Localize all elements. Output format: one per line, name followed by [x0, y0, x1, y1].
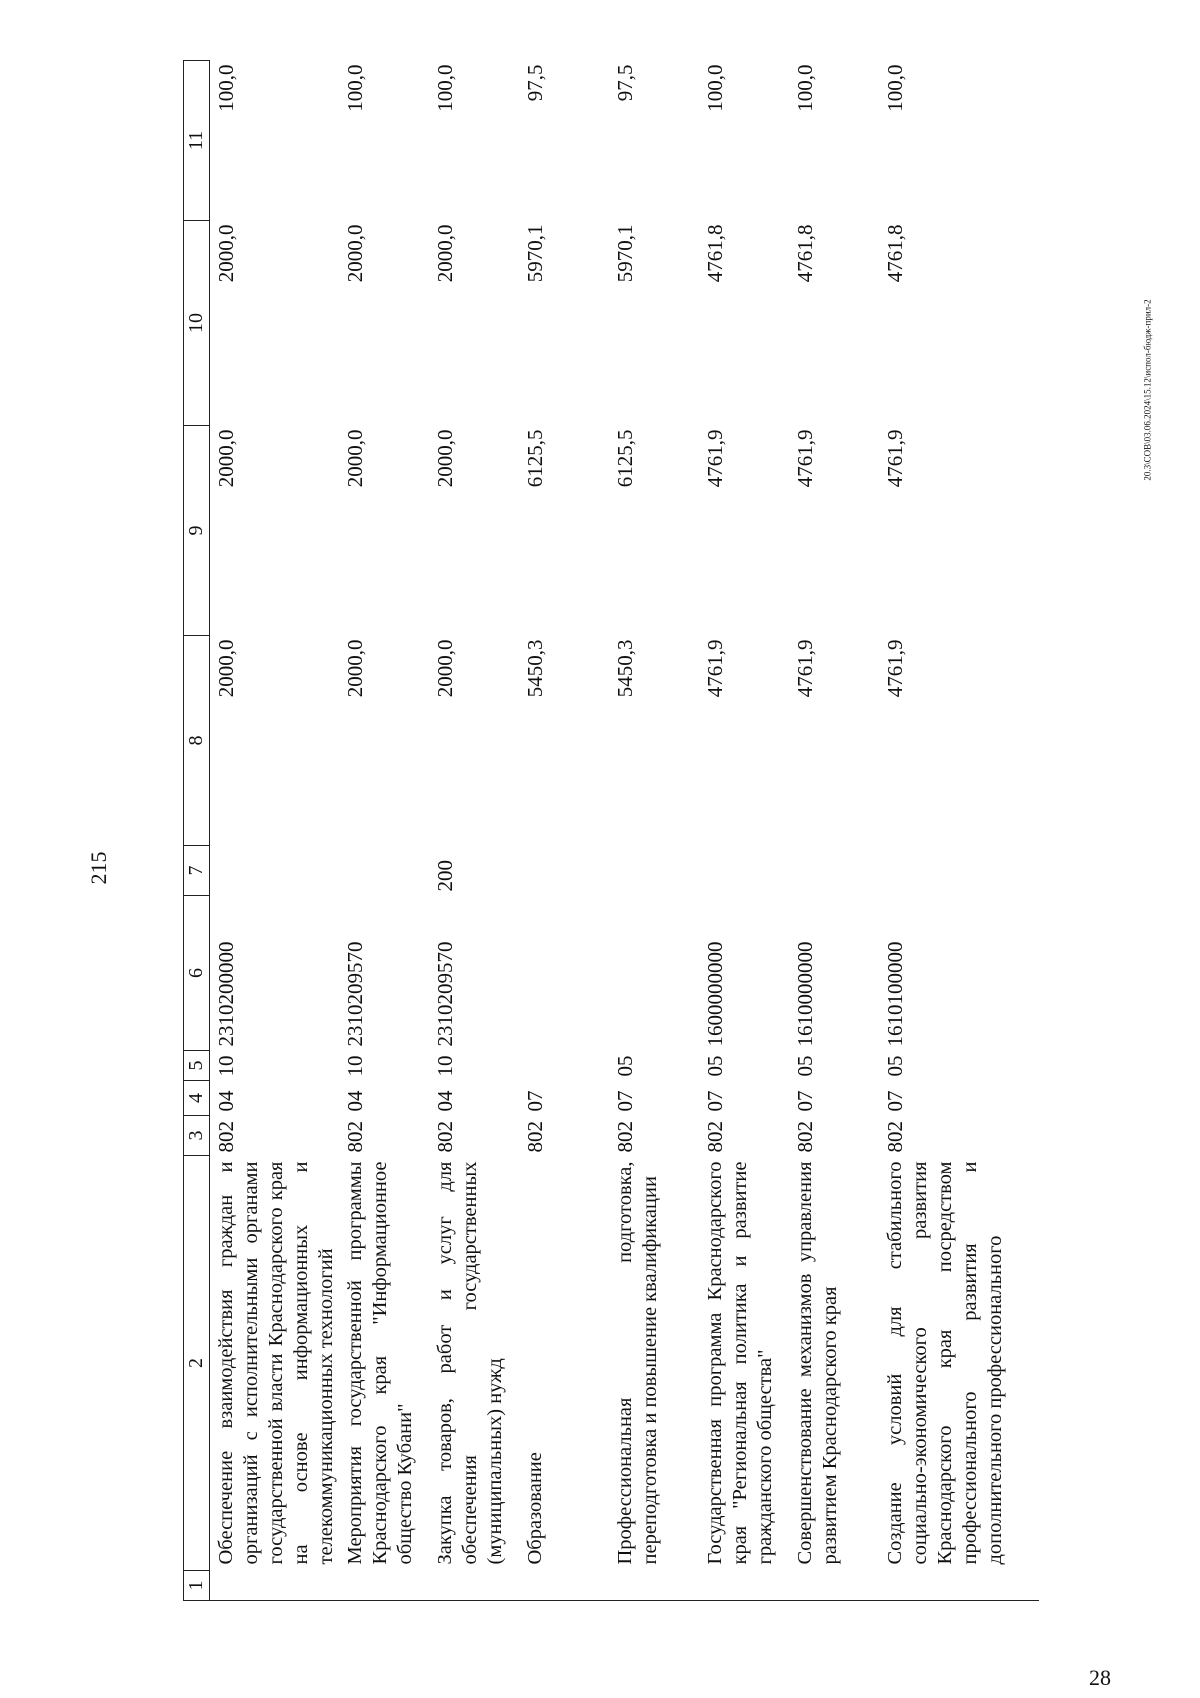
table-row — [609, 61, 699, 1601]
cell-col3: 802 — [433, 1121, 457, 1153]
cell-col1 — [210, 1571, 340, 1601]
cell-col9: 2000,0 — [433, 429, 457, 488]
cell-col3: 802 — [793, 1121, 817, 1153]
cell-col9: 6125,5 — [523, 429, 547, 488]
cell-name: Мероприятия государственной программы Краснодарского края "Информационное общество Кубани" — [344, 1161, 416, 1565]
cell-col11: 100,0 — [703, 64, 727, 112]
cell-col6: 1610100000 — [883, 941, 907, 1047]
cell-name: Образование — [524, 1452, 546, 1565]
cell-col4: 07 — [613, 1090, 637, 1112]
cell-col4: 07 — [883, 1090, 907, 1112]
cell-col11: 100,0 — [343, 64, 367, 112]
cell-col8: 2000,0 — [214, 639, 238, 698]
col-header-10: 10 — [184, 221, 210, 426]
cell-col5 — [519, 1051, 609, 1081]
cell-col10: 4761,8 — [883, 224, 907, 283]
cell-col5: 10 — [214, 1055, 238, 1077]
cell-col11: 100,0 — [214, 64, 238, 112]
cell-name: Совершенствование механизмов управления развитием Краснодарского края — [794, 1161, 841, 1565]
cell-name: Закупка товаров, работ и услуг для обеспечения государственных (муниципальных) нужд — [434, 1161, 506, 1565]
cell-col6: 2310200000 — [214, 941, 238, 1047]
cell-col9: 4761,9 — [793, 429, 817, 488]
cell-col9: 6125,5 — [613, 429, 637, 488]
table-row — [519, 61, 609, 1601]
cell-col1 — [519, 1571, 609, 1601]
cell-col5: 10 — [343, 1055, 367, 1077]
cell-col7 — [210, 846, 340, 896]
table-row — [429, 61, 519, 1601]
cell-col11: 100,0 — [883, 64, 907, 112]
cell-col10: 5970,1 — [613, 224, 637, 283]
cell-col1 — [699, 1571, 789, 1601]
col-header-9: 9 — [184, 426, 210, 636]
cell-col1 — [789, 1571, 879, 1601]
cell-col6 — [609, 896, 699, 1051]
cell-col11: 100,0 — [793, 64, 817, 112]
cell-col8: 5450,3 — [613, 639, 637, 698]
cell-col4: 04 — [433, 1090, 457, 1112]
cell-col1 — [429, 1571, 519, 1601]
cell-col5: 05 — [703, 1055, 727, 1077]
col-header-2: 2 — [184, 1156, 210, 1571]
col-header-7: 7 — [184, 846, 210, 896]
cell-col7 — [519, 846, 609, 896]
col-header-8: 8 — [184, 636, 210, 846]
cell-col4: 07 — [703, 1090, 727, 1112]
cell-col5: 05 — [613, 1055, 637, 1077]
table-row — [339, 61, 429, 1601]
footer-file-path — [1138, 299, 1158, 481]
cell-col10: 2000,0 — [433, 224, 457, 283]
cell-col3: 802 — [883, 1121, 907, 1153]
cell-col3: 802 — [523, 1121, 547, 1153]
cell-col9: 4761,9 — [703, 429, 727, 488]
cell-col3: 802 — [214, 1121, 238, 1153]
cell-col9: 2000,0 — [214, 429, 238, 488]
cell-col3: 802 — [343, 1121, 367, 1153]
cell-col10: 4761,8 — [793, 224, 817, 283]
cell-col1 — [879, 1571, 1039, 1601]
cell-col10: 4761,8 — [703, 224, 727, 283]
cell-col7 — [789, 846, 879, 896]
cell-col4: 07 — [523, 1090, 547, 1112]
cell-col6: 1610000000 — [793, 941, 817, 1047]
cell-col8: 5450,3 — [523, 639, 547, 698]
cell-col8: 4761,9 — [883, 639, 907, 698]
rotated-table-container — [183, 61, 1043, 1601]
cell-name: Обеспечение взаимодействия граждан и организаций с исполнительными органами государственной власти Краснодарского края на основе информационных и телекоммуникационных технологий — [215, 1161, 337, 1565]
cell-col1 — [339, 1571, 429, 1601]
col-header-4: 4 — [184, 1081, 210, 1116]
cell-col7 — [339, 846, 429, 896]
cell-col6: 2310209570 — [433, 941, 457, 1047]
cell-col11: 97,5 — [613, 64, 637, 102]
cell-col10: 2000,0 — [343, 224, 367, 283]
cell-name: Государственная программа Краснодарского края "Региональная политика и развитие гражданского общества" — [704, 1161, 776, 1565]
page-number-top: 28 — [1089, 1665, 1111, 1690]
cell-col9: 2000,0 — [343, 429, 367, 488]
cell-col7 — [879, 846, 1039, 896]
cell-col5: 05 — [793, 1055, 817, 1077]
col-header-11: 11 — [184, 61, 210, 221]
cell-col10: 5970,1 — [523, 224, 547, 283]
table-row — [210, 61, 340, 1601]
col-header-3: 3 — [184, 1116, 210, 1156]
cell-col8: 4761,9 — [703, 639, 727, 698]
page-number-corner: 215 — [86, 851, 111, 885]
cell-col10: 2000,0 — [214, 224, 238, 283]
col-header-1: 1 — [184, 1571, 210, 1601]
table-row — [789, 61, 879, 1601]
cell-col8: 2000,0 — [343, 639, 367, 698]
cell-col7 — [609, 846, 699, 896]
table-row — [699, 61, 789, 1601]
cell-col7: 200 — [433, 860, 457, 892]
footer-file-path-text: 20.3\COB\03.06.2024\15.12\испол-бюдж-прил-2 — [1143, 299, 1154, 481]
cell-col6 — [519, 896, 609, 1051]
table-header-row — [184, 61, 210, 1601]
cell-col4: 04 — [214, 1090, 238, 1112]
col-header-5: 5 — [184, 1051, 210, 1081]
cell-col4: 07 — [793, 1090, 817, 1112]
budget-table — [183, 60, 1039, 1601]
cell-col11: 100,0 — [433, 64, 457, 112]
cell-col8: 4761,9 — [793, 639, 817, 698]
cell-col7 — [699, 846, 789, 896]
cell-name: Создание условий для стабильного социально-экономического развития Краснодарского края посредством профессионального развития и дополнительного профессионального — [884, 1161, 1006, 1565]
cell-col3: 802 — [613, 1121, 637, 1153]
cell-col4: 04 — [343, 1090, 367, 1112]
cell-col6: 2310209570 — [343, 941, 367, 1047]
cell-col3: 802 — [703, 1121, 727, 1153]
cell-col5: 05 — [883, 1055, 907, 1077]
cell-name: Профессиональная подготовка, переподготовка и повышение квалификации — [614, 1161, 661, 1565]
cell-col8: 2000,0 — [433, 639, 457, 698]
cell-col1 — [609, 1571, 699, 1601]
cell-col9: 4761,9 — [883, 429, 907, 488]
table-row — [879, 61, 1039, 1601]
cell-col11: 97,5 — [523, 64, 547, 102]
col-header-6: 6 — [184, 896, 210, 1051]
cell-col5: 10 — [433, 1055, 457, 1077]
cell-col6: 1600000000 — [703, 941, 727, 1047]
